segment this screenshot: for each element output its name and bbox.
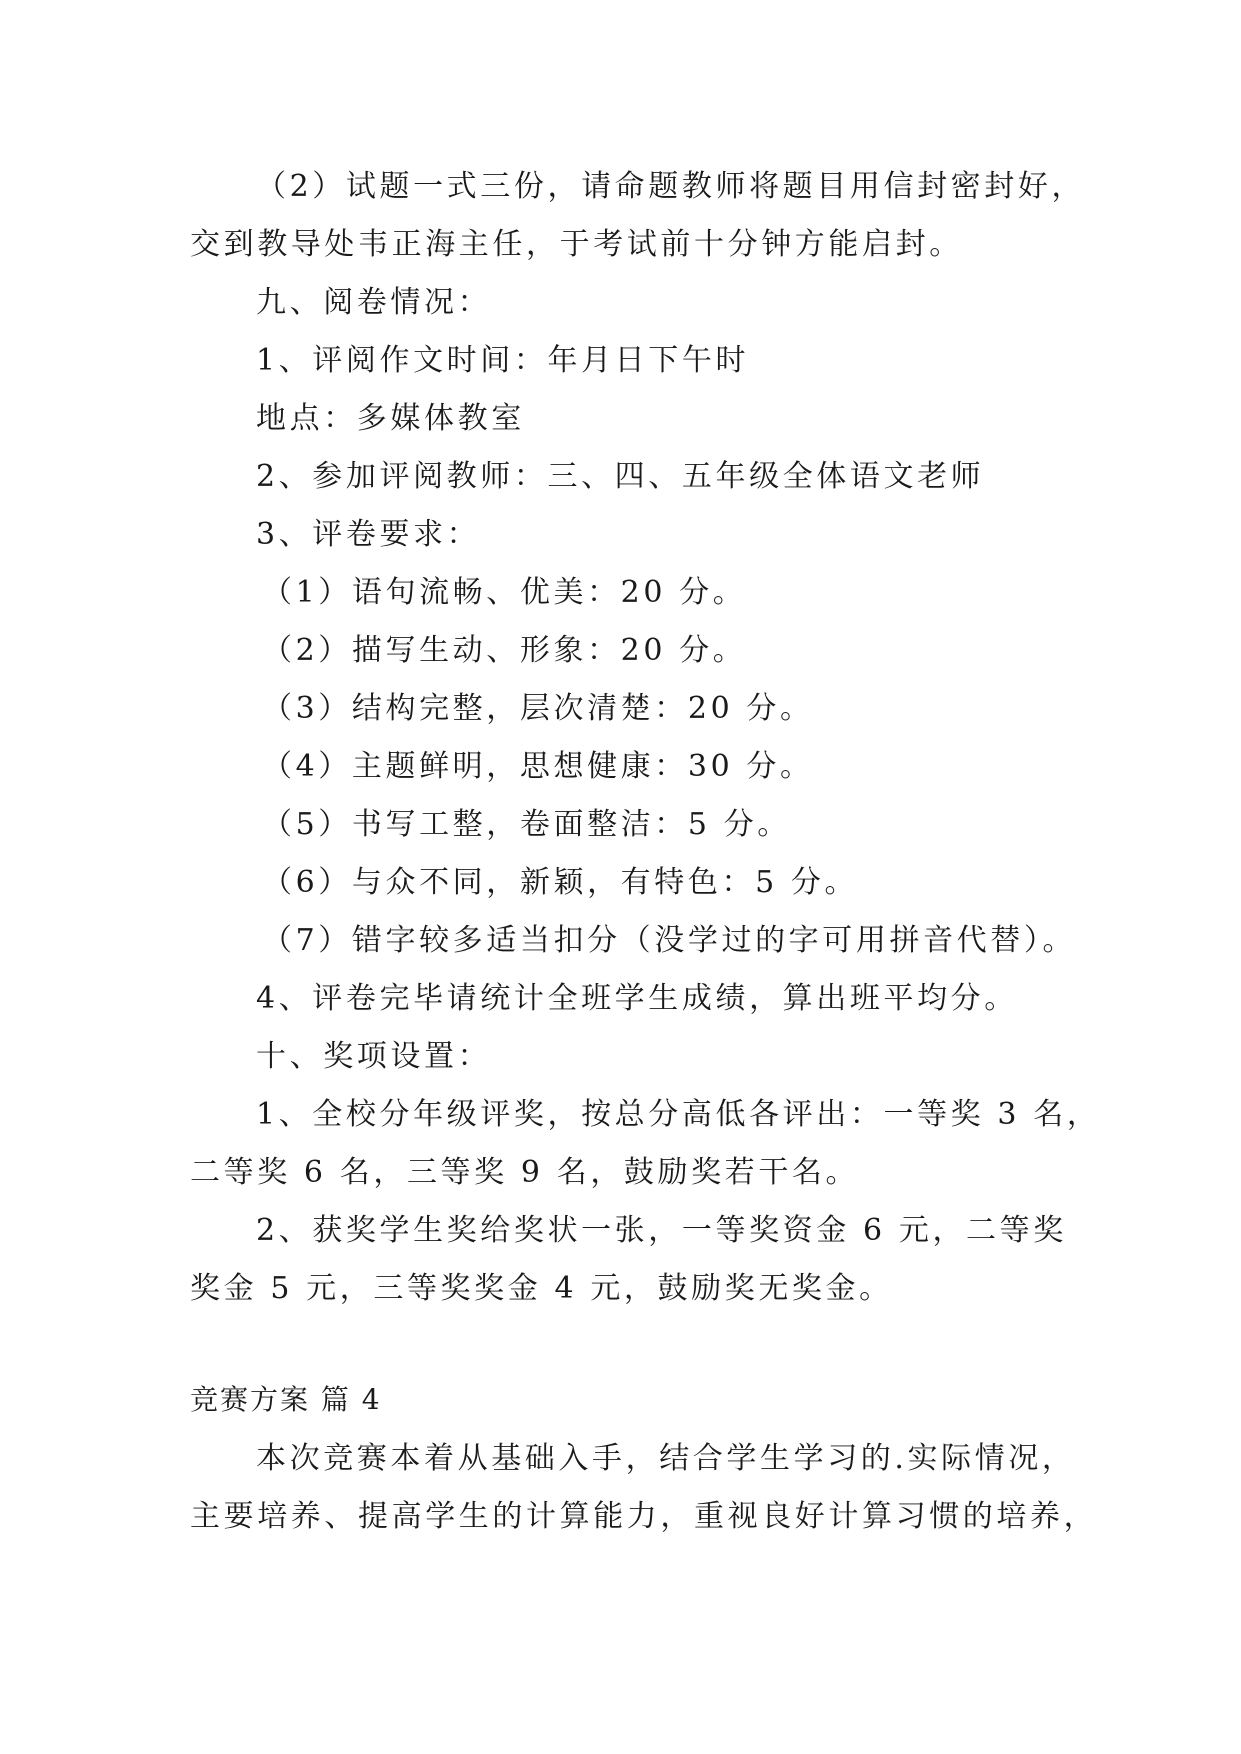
paragraph-exam-copies-line-1: （2）试题一式三份，请命题教师将题目用信封密封好， [256,169,1086,204]
article-heading: 竞赛方案 篇 4 [190,1383,382,1416]
marking-location-line: 地点：多媒体教室 [256,401,525,436]
criterion-6: （6）与众不同，新颖，有特色：5 分。 [262,865,859,900]
marking-summary-line: 4、评卷完毕请统计全班学生成绩，算出班平均分。 [256,981,1018,1016]
awards-paragraph-2-line-2: 奖金 5 元，三等奖奖金 4 元，鼓励奖无奖金。 [190,1271,893,1306]
criterion-1: （1）语句流畅、优美：20 分。 [262,575,747,610]
intro-paragraph-line-1: 本次竞赛本着从基础入手，结合学生学习的.实际情况， [256,1441,1076,1476]
criterion-2: （2）描写生动、形象：20 分。 [262,633,747,668]
marking-requirements-heading: 3、评卷要求： [256,517,481,552]
awards-paragraph-1-line-2: 二等奖 6 名，三等奖 9 名，鼓励奖若干名。 [190,1155,860,1190]
awards-paragraph-1-line-1: 1、全校分年级评奖，按总分高低各评出：一等奖 3 名， [256,1097,1101,1132]
awards-paragraph-2-line-1: 2、获奖学生奖给奖状一张，一等奖资金 6 元，二等奖 [256,1213,1067,1248]
criterion-5: （5）书写工整，卷面整洁：5 分。 [262,807,791,842]
criterion-3: （3）结构完整，层次清楚：20 分。 [262,691,814,726]
intro-paragraph-line-2: 主要培养、提高学生的计算能力，重视良好计算习惯的培养， [190,1499,1098,1534]
marking-teachers-line: 2、参加评阅教师：三、四、五年级全体语文老师 [256,459,985,494]
marking-time-line: 1、评阅作文时间：年月日下午时 [256,343,750,378]
section-heading-marking: 九、阅卷情况： [256,285,492,320]
paragraph-exam-copies-line-2: 交到教导处韦正海主任，于考试前十分钟方能启封。 [190,227,963,262]
section-heading-awards: 十、奖项设置： [256,1039,492,1074]
criterion-4: （4）主题鲜明，思想健康：30 分。 [262,749,814,784]
criterion-7: （7）错字较多适当扣分（没学过的字可用拼音代替）。 [262,923,1077,958]
